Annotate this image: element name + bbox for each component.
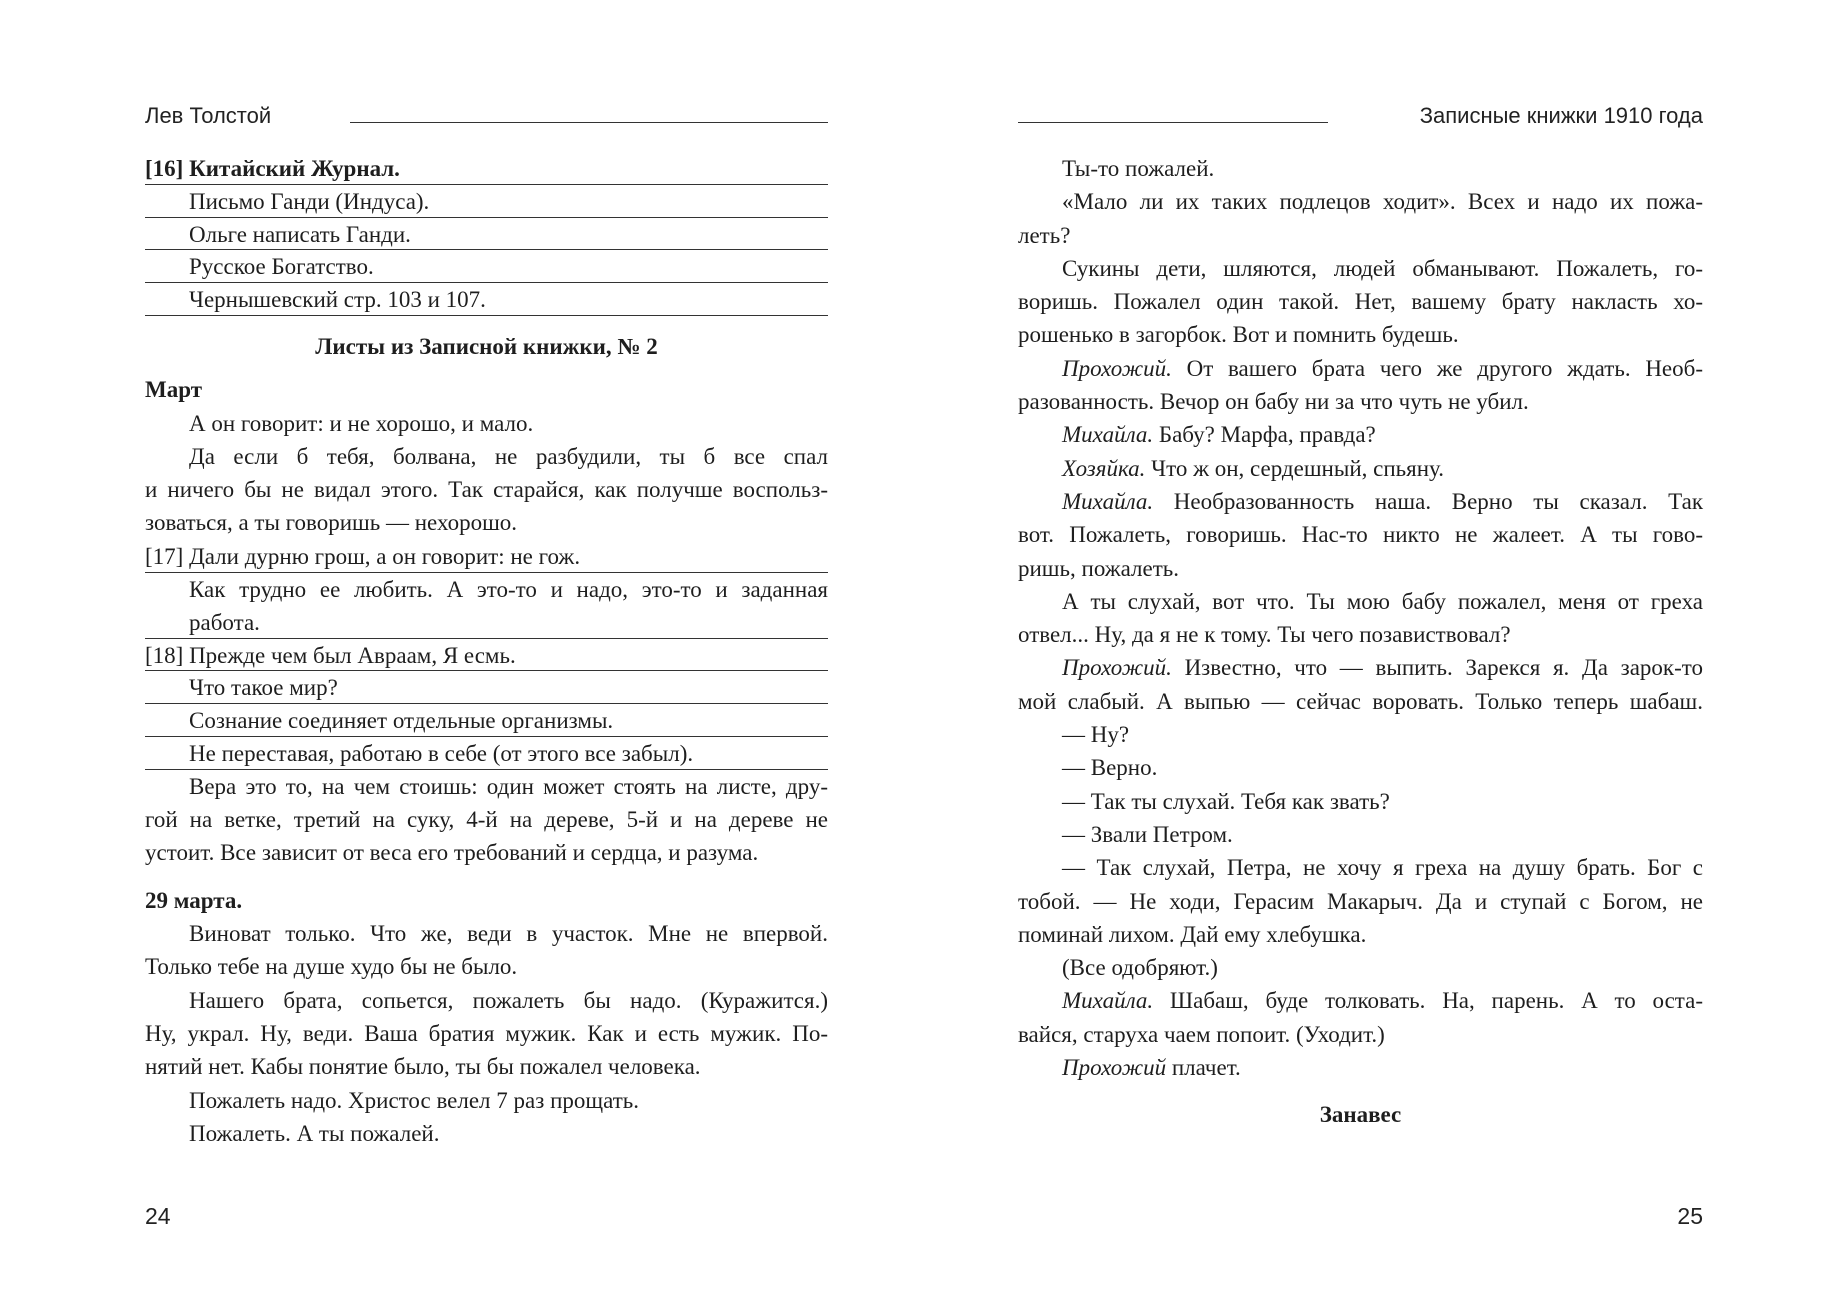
running-head-author: Лев Толстой [145, 103, 272, 128]
stage-direction: (Все одобряют.) [1062, 955, 1218, 981]
list-item: Что такое мир? [145, 671, 828, 704]
subheading-date: 29 марта. [145, 887, 243, 913]
text-line: устоит. Все зависит от веса его требований и сердца, и разума. [145, 840, 759, 866]
text-line: вот. Пожалеть, говоришь. Нас-то никто не жалеет. А ты гово- [1018, 522, 1703, 548]
text-line: вайся, старуха чаем попоит. (Уходит.) [1018, 1021, 1385, 1047]
right-page [918, 0, 1836, 1294]
text-line: Только тебе на душе худо бы не было. [145, 954, 518, 980]
speaker-name: Михайла. [1062, 422, 1154, 448]
text-line: — Так слухай, Петра, не хочу я греха на душу брать. Бог с [1062, 855, 1703, 881]
header-rule [350, 122, 828, 123]
list-item: Чернышевский стр. 103 и 107. [145, 283, 828, 316]
dialogue-line: Михайла. Бабу? Марфа, правда? [1062, 422, 1376, 448]
text-line: — Верно. [1062, 755, 1158, 781]
text-line: нятий нет. Кабы понятие было, ты бы пожалел человека. [145, 1054, 701, 1080]
list-item: Сознание соединяет отдельные организмы. [145, 704, 828, 737]
text-line: работа. [145, 606, 828, 639]
text-line: Ты-то пожалей. [1062, 156, 1215, 181]
speaker-name: Прохожий. [1062, 655, 1172, 681]
text-line: Сукины дети, шляются, людей обманывают. Пожалеть, го- [1062, 255, 1703, 281]
section-heading: Листы из Записной книжки, № 2 [315, 333, 658, 359]
text-line: Нашего брата, сопьется, пожалеть бы надо. (Куражится.) [189, 987, 828, 1013]
text-line: — Так ты слухай. Тебя как звать? [1062, 788, 1390, 814]
dialogue-line: Прохожий. Известно, что — выпить. Зарекся я. Да зарок-то [1062, 655, 1703, 681]
list-item: Письмо Ганди (Индуса). [145, 185, 828, 218]
text-line: рошенько в загорбок. Вот и помнить будешь. [1018, 322, 1459, 348]
text-line: ришь, пожалеть. [1018, 555, 1180, 581]
page-number: 25 [1677, 1203, 1703, 1229]
text-line: гой на ветке, третий на суку, 4-й на дереве, 5-й и на дереве не [145, 807, 828, 833]
curtain-heading: Занавес [1319, 1102, 1402, 1128]
list-item: Русское Богатство. [145, 250, 828, 283]
speaker-name: Михайла. [1062, 988, 1154, 1014]
page-number: 24 [145, 1203, 171, 1229]
speaker-name: Хозяйка. [1062, 455, 1146, 481]
dialogue-line: Хозяйка. Что ж он, сердешный, спьяну. [1062, 455, 1444, 481]
text-line: Да если б тебя, болвана, не разбудили, ты б все спал [189, 443, 828, 469]
left-page-text [145, 152, 828, 1150]
text-line: разованность. Вечор он бабу ни за что чуть не убил. [1018, 389, 1529, 415]
dialogue-line: Прохожий. От вашего брата чего же другого ждать. Необ- [1062, 355, 1703, 381]
speaker-name: Прохожий. [1062, 355, 1172, 381]
text-line: Ну, украл. Ну, веди. Ваша братия мужик. Как и есть мужик. По- [145, 1020, 828, 1046]
list-item: Ольге написать Ганди. [145, 218, 828, 251]
speaker-name: Прохожий [1062, 1055, 1167, 1081]
list-item: Не переставая, работаю в себе (от этого все забыл). [145, 737, 828, 770]
list-item: [18] Прежде чем был Авраам, Я есмь. [145, 639, 828, 672]
text-line: — Ну? [1062, 722, 1130, 748]
text-line: «Мало ли их таких подлецов ходит». Всех и надо их пожа- [1062, 189, 1703, 215]
speaker-name: Михайла. [1062, 488, 1154, 514]
text-line: А он говорит: и не хорошо, и мало. [189, 410, 534, 436]
right-page-text [1018, 152, 1703, 1132]
text-line: и ничего бы не видал этого. Так старайся, как получше воспольз- [145, 477, 828, 503]
header-rule [1018, 122, 1328, 123]
text-line: Пожалеть. А ты пожалей. [189, 1120, 440, 1146]
dialogue-line: Михайла. Шабаш, буде толковать. На, парень. А то оста- [1062, 988, 1703, 1014]
subheading-month: Март [145, 377, 202, 403]
text-line: воришь. Пожалел один такой. Нет, вашему брату накласть хо- [1018, 289, 1703, 315]
text-line: — Звали Петром. [1062, 821, 1233, 847]
text-line: отвел... Ну, да я не к тому. Ты чего позавиствовал? [1018, 622, 1511, 648]
list-item: [17] Дали дурню грош, а он говорит: не гож. [145, 540, 828, 573]
text-line: Как трудно ее любить. А это-то и надо, это-то и заданная [189, 576, 828, 602]
text-line: Вера это то, на чем стоишь: один может стоять на листе, дру- [189, 773, 828, 799]
text-line: зоваться, а ты говоришь — нехорошо. [145, 510, 518, 536]
list-item: [16] Китайский Журнал. [145, 152, 828, 185]
dialogue-line: Михайла. Необразованность наша. Верно ты сказал. Так [1062, 488, 1703, 514]
running-head-title: Записные книжки 1910 года [1419, 103, 1703, 128]
text-line: А ты слухай, вот что. Ты мою бабу пожалел, меня от греха [1062, 588, 1703, 614]
text-line: Пожалеть надо. Христос велел 7 раз прощать. [189, 1087, 640, 1113]
text-line: мой слабый. А выпью — сейчас воровать. Только теперь шабаш. [1018, 688, 1703, 714]
text-line: леть? [1018, 222, 1071, 248]
text-line: Виноват только. Что же, веди в участок. Мне не впервой. [189, 921, 828, 947]
text-line: поминай лихом. Дай ему хлебушка. [1018, 921, 1367, 947]
dialogue-line: Прохожий плачет. [1062, 1055, 1241, 1081]
text-line: тобой. — Не ходи, Герасим Макарыч. Да и ступай с Богом, не [1018, 888, 1703, 914]
